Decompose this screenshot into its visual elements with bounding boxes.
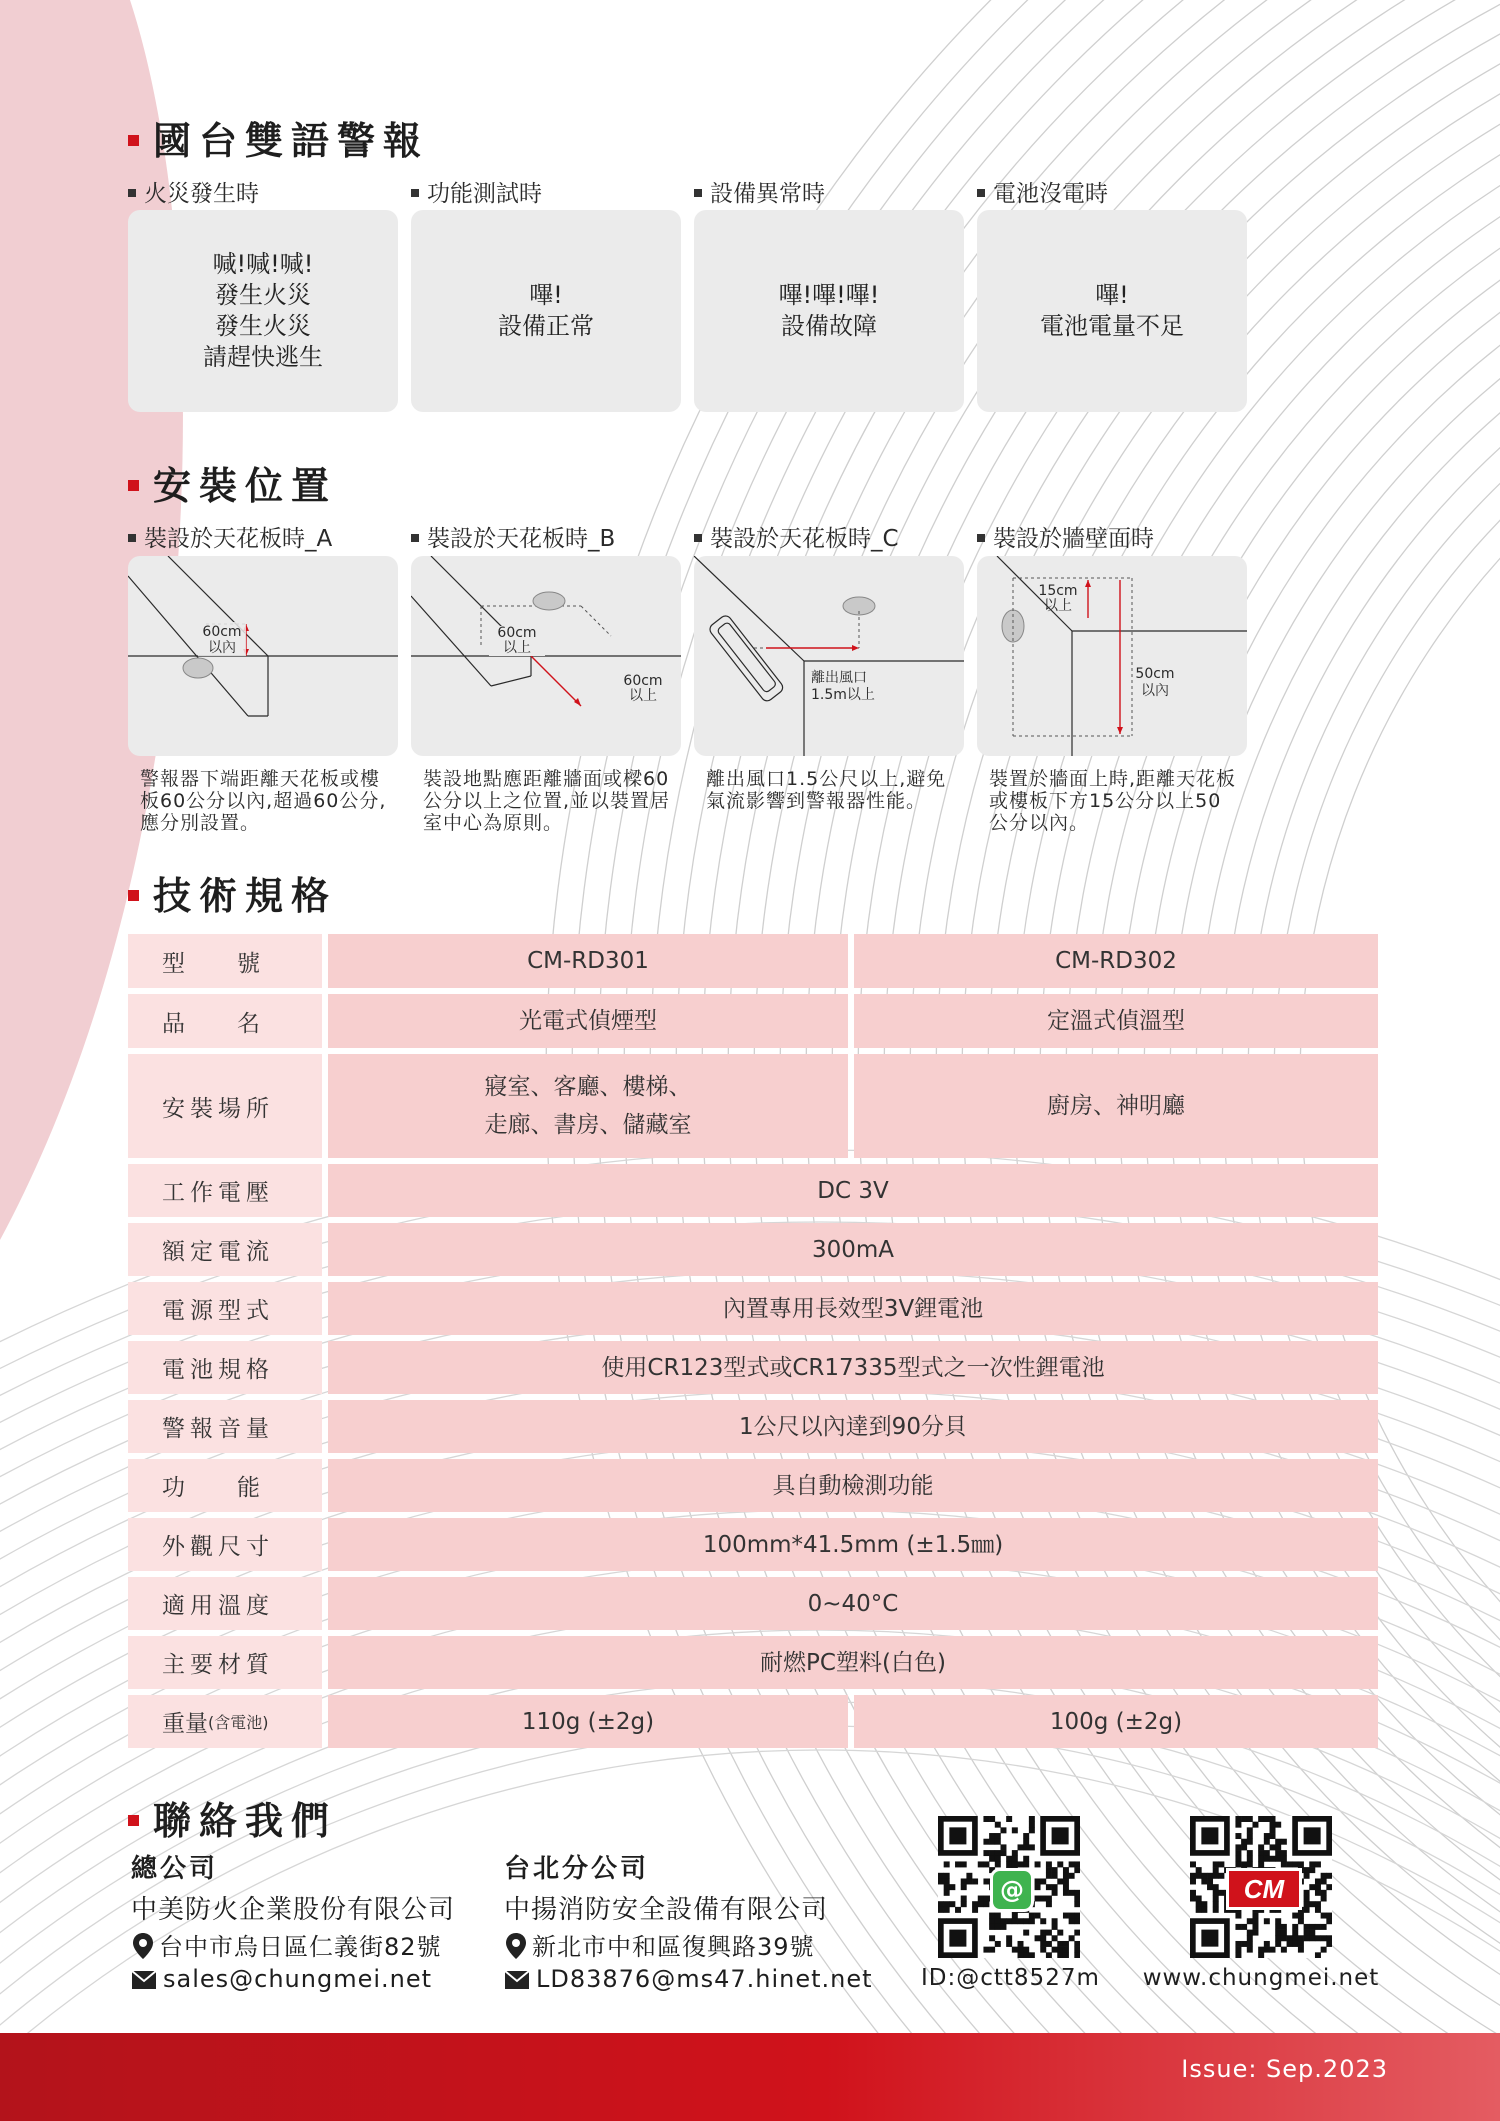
spec-cell: 耐燃PC塑料(白色) bbox=[328, 1636, 1378, 1689]
spec-label: 安裝場所 bbox=[128, 1054, 322, 1158]
weight-label-note: (含電池) bbox=[208, 1713, 269, 1732]
diagram-wall-label-2: 50cm 以內 bbox=[1135, 666, 1175, 699]
line-app-icon: @ bbox=[990, 1868, 1034, 1912]
hq-email[interactable]: sales@chungmei.net bbox=[131, 1965, 432, 1993]
spec-row-dimensions bbox=[128, 1518, 1378, 1571]
spec-cell: 寢室、客廳、樓梯、 走廊、書房、儲藏室 bbox=[328, 1054, 848, 1158]
spec-cell: 使用CR123型式或CR17335型式之一次性鋰電池 bbox=[328, 1341, 1378, 1394]
spec-row-voltage bbox=[128, 1164, 1378, 1217]
location-pin-icon bbox=[504, 1932, 528, 1960]
install-card-b bbox=[411, 556, 681, 756]
spec-label: 功 能 bbox=[128, 1459, 322, 1512]
spec-row-temperature bbox=[128, 1577, 1378, 1630]
spec-label: 警報音量 bbox=[128, 1400, 322, 1453]
spec-row-weight bbox=[128, 1695, 1378, 1748]
spec-cell: 定溫式偵溫型 bbox=[854, 994, 1378, 1048]
location-pin-icon bbox=[131, 1932, 155, 1960]
diagram-b-label-1: 60cm 以上 bbox=[489, 626, 545, 656]
company-logo: CM bbox=[1226, 1868, 1302, 1910]
website-link[interactable]: www.chungmei.net bbox=[1142, 1965, 1380, 1991]
alarm-message-fault: 嗶!嗶!嗶! 設備故障 bbox=[778, 281, 880, 340]
spec-cell: 300mA bbox=[328, 1223, 1378, 1276]
diagram-c-label: 離出風口 1.5m以上 bbox=[811, 670, 875, 703]
install-diagram-a bbox=[128, 556, 398, 756]
spec-cell: 0~40°C bbox=[328, 1577, 1378, 1630]
line-qr-code[interactable] bbox=[938, 1816, 1080, 1958]
spec-label: 型 號 bbox=[128, 934, 322, 988]
alarm-label-battery: 電池沒電時 bbox=[977, 175, 1108, 208]
spec-label: 工作電壓 bbox=[128, 1164, 322, 1217]
diagram-b-label-2: 60cm 以上 bbox=[623, 673, 663, 704]
spec-label: 電源型式 bbox=[128, 1282, 322, 1335]
contact-section-title: 聯絡我們 bbox=[128, 1790, 337, 1845]
spec-row-material bbox=[128, 1636, 1378, 1689]
alarm-section-title: 國台雙語警報 bbox=[128, 110, 429, 165]
install-diagram-wall bbox=[977, 556, 1247, 756]
spec-cell: 廚房、神明廳 bbox=[854, 1054, 1378, 1158]
spec-row-battery bbox=[128, 1341, 1378, 1394]
install-label-a: 裝設於天花板時_A bbox=[128, 520, 332, 553]
install-desc-b: 裝設地點應距離牆面或樑60公分以上之位置,並以裝置居室中心為原則。 bbox=[423, 768, 671, 834]
diagram-a-label: 60cm 以內 bbox=[202, 624, 242, 656]
spec-label: 電池規格 bbox=[128, 1341, 322, 1394]
install-diagram-b bbox=[411, 556, 681, 756]
alarm-card-test bbox=[411, 210, 681, 412]
install-card-wall bbox=[977, 556, 1247, 756]
spec-label: 額定電流 bbox=[128, 1223, 322, 1276]
alarm-card-battery bbox=[977, 210, 1247, 412]
install-section-title: 安裝位置 bbox=[128, 455, 337, 510]
spec-row-power bbox=[128, 1282, 1378, 1335]
alarm-label-test: 功能測試時 bbox=[411, 175, 542, 208]
spec-label: 適用溫度 bbox=[128, 1577, 322, 1630]
alarm-label-fire: 火災發生時 bbox=[128, 175, 259, 208]
spec-label: 外觀尺寸 bbox=[128, 1518, 322, 1571]
taipei-company: 中揚消防安全設備有限公司 bbox=[504, 1895, 829, 1925]
spec-label bbox=[128, 1695, 322, 1748]
spec-row-current bbox=[128, 1223, 1378, 1276]
diagram-wall-label-1: 15cm 以上 bbox=[1038, 583, 1078, 614]
spec-cell: 具自動檢測功能 bbox=[328, 1459, 1378, 1512]
alarm-message-test: 嗶! 設備正常 bbox=[498, 281, 594, 340]
taipei-heading: 台北分公司 bbox=[504, 1854, 650, 1884]
spec-section-title: 技術規格 bbox=[128, 865, 337, 920]
install-card-a bbox=[128, 556, 398, 756]
taipei-address: 新北市中和區復興路39號 bbox=[504, 1927, 815, 1962]
alarm-message-fire: 喊!喊!喊! 發生火災 發生火災 請趕快逃生 bbox=[203, 250, 323, 371]
install-desc-c: 離出風口1.5公尺以上,避免氣流影響到警報器性能。 bbox=[706, 768, 947, 812]
alarm-card-fault bbox=[694, 210, 964, 412]
spec-label: 主要材質 bbox=[128, 1636, 322, 1689]
weight-label: 重量 bbox=[162, 1711, 208, 1737]
spec-cell: 1公尺以內達到90分貝 bbox=[328, 1400, 1378, 1453]
spec-cell: 110g (±2g) bbox=[328, 1695, 848, 1748]
install-card-c bbox=[694, 556, 964, 756]
spec-cell: 光電式偵煙型 bbox=[328, 994, 848, 1048]
spec-row-function bbox=[128, 1459, 1378, 1512]
spec-row-location bbox=[128, 1054, 1378, 1158]
spec-cell: CM-RD301 bbox=[328, 934, 848, 988]
envelope-icon bbox=[504, 1970, 530, 1990]
spec-cell: 100g (±2g) bbox=[854, 1695, 1378, 1748]
install-label-b: 裝設於天花板時_B bbox=[411, 520, 615, 553]
spec-cell: CM-RD302 bbox=[854, 934, 1378, 988]
spec-cell: 100mm*41.5mm (±1.5㎜) bbox=[328, 1518, 1378, 1571]
alarm-message-battery: 嗶! 電池電量不足 bbox=[1040, 281, 1184, 340]
hq-address: 台中市烏日區仁義街82號 bbox=[131, 1927, 442, 1962]
hq-heading: 總公司 bbox=[131, 1854, 219, 1884]
line-id[interactable]: ID:@ctt8527m bbox=[921, 1965, 1100, 1991]
alarm-label-fault: 設備異常時 bbox=[694, 175, 825, 208]
spec-cell: DC 3V bbox=[328, 1164, 1378, 1217]
spec-cell: 內置專用長效型3V鋰電池 bbox=[328, 1282, 1378, 1335]
issue-date: Issue: Sep.2023 bbox=[1181, 2055, 1388, 2083]
spec-label: 品 名 bbox=[128, 994, 322, 1048]
spec-row-model bbox=[128, 934, 1378, 988]
taipei-email[interactable]: LD83876@ms47.hinet.net bbox=[504, 1965, 873, 1993]
envelope-icon bbox=[131, 1970, 157, 1990]
install-desc-a: 警報器下端距離天花板或樓板60公分以內,超過60公分,應分別設置。 bbox=[140, 768, 387, 834]
footer-bar bbox=[0, 2033, 1500, 2121]
spec-row-name bbox=[128, 994, 1378, 1048]
hq-company: 中美防火企業股份有限公司 bbox=[131, 1895, 456, 1925]
install-label-c: 裝設於天花板時_C bbox=[694, 520, 899, 553]
install-diagram-c bbox=[694, 556, 964, 756]
install-label-wall: 裝設於牆壁面時 bbox=[977, 520, 1154, 553]
install-desc-wall: 裝置於牆面上時,距離天花板或樓板下方15公分以上50公分以內。 bbox=[989, 768, 1237, 834]
spec-row-volume bbox=[128, 1400, 1378, 1453]
website-qr-code[interactable] bbox=[1190, 1816, 1332, 1958]
alarm-card-fire bbox=[128, 210, 398, 412]
